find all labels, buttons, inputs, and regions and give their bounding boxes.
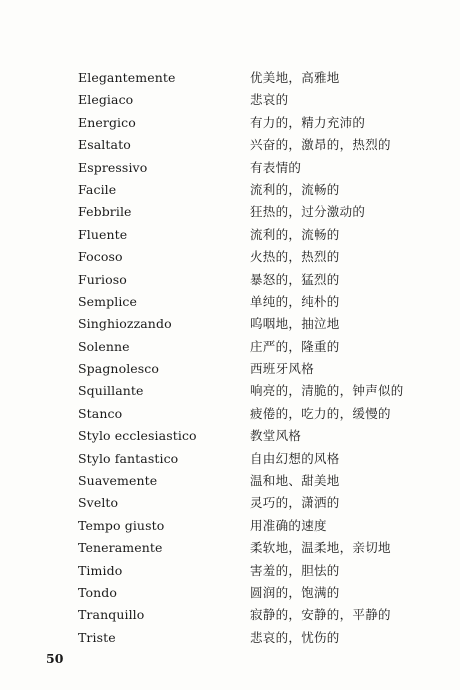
italian-term: Stylo ecclesiastico: [78, 428, 197, 444]
glossary-entry: [0, 627, 460, 649]
chinese-meaning: 疲倦的，吃力的，缓慢的: [250, 405, 391, 421]
glossary-entry: [0, 582, 460, 604]
italian-term: Svelto: [78, 495, 119, 511]
chinese-meaning: 悲哀的: [250, 92, 289, 108]
chinese-meaning: 暴怒的，猛烈的: [250, 271, 340, 287]
glossary-entry: [0, 380, 460, 402]
chinese-meaning: 流利的，流畅的: [250, 226, 340, 242]
glossary-list: [0, 67, 460, 649]
glossary-entry: [0, 492, 460, 514]
glossary-entry: [0, 201, 460, 223]
chinese-meaning: 柔软地，温柔地，亲切地: [250, 540, 391, 556]
chinese-meaning: 狂热的，过分激动的: [250, 204, 366, 220]
page-number: 50: [46, 651, 64, 666]
italian-term: Teneramente: [78, 540, 163, 556]
glossary-entry: [0, 515, 460, 537]
italian-term: Singhiozzando: [78, 316, 172, 332]
chinese-meaning: 火热的，热烈的: [250, 249, 340, 265]
italian-term: Squillante: [78, 383, 144, 399]
glossary-entry: [0, 604, 460, 626]
glossary-entry: [0, 425, 460, 447]
chinese-meaning: 温和地、甜美地: [250, 473, 340, 489]
italian-term: Timido: [78, 562, 123, 578]
italian-term: Stylo fantastico: [78, 450, 179, 466]
italian-term: Esaltato: [78, 137, 131, 153]
chinese-meaning: 西班牙风格: [250, 361, 315, 377]
glossary-entry: [0, 560, 460, 582]
glossary-entry: [0, 269, 460, 291]
italian-term: Furioso: [78, 271, 127, 287]
glossary-entry: [0, 67, 460, 89]
italian-term: Tempo giusto: [78, 517, 165, 533]
italian-term: Espressivo: [78, 159, 148, 175]
glossary-entry: [0, 336, 460, 358]
glossary-entry: [0, 313, 460, 335]
italian-term: Suavemente: [78, 473, 158, 489]
italian-term: Energico: [78, 114, 136, 130]
glossary-entry: [0, 470, 460, 492]
italian-term: Solenne: [78, 338, 130, 354]
chinese-meaning: 兴奋的，激昂的，热烈的: [250, 137, 391, 153]
chinese-meaning: 流利的，流畅的: [250, 181, 340, 197]
glossary-entry: [0, 291, 460, 313]
chinese-meaning: 灵巧的，潇洒的: [250, 495, 340, 511]
italian-term: Tondo: [78, 584, 117, 600]
glossary-entry: [0, 224, 460, 246]
italian-term: Spagnolesco: [78, 361, 160, 377]
italian-term: Triste: [78, 629, 116, 645]
glossary-entry: [0, 403, 460, 425]
chinese-meaning: 用准确的速度: [250, 517, 327, 533]
glossary-entry: [0, 448, 460, 470]
italian-term: Focoso: [78, 249, 123, 265]
chinese-meaning: 悲哀的，忧伤的: [250, 629, 340, 645]
chinese-meaning: 圆润的，饱满的: [250, 584, 340, 600]
chinese-meaning: 自由幻想的风格: [250, 450, 340, 466]
glossary-entry: [0, 537, 460, 559]
glossary-entry: [0, 89, 460, 111]
italian-term: Febbrile: [78, 204, 132, 220]
chinese-meaning: 教堂风格: [250, 428, 302, 444]
glossary-entry: [0, 134, 460, 156]
italian-term: Semplice: [78, 293, 138, 309]
chinese-meaning: 害羞的，胆怯的: [250, 562, 340, 578]
glossary-entry: [0, 157, 460, 179]
glossary-entry: [0, 179, 460, 201]
glossary-entry: [0, 358, 460, 380]
chinese-meaning: 庄严的，隆重的: [250, 338, 340, 354]
italian-term: Elegantemente: [78, 70, 176, 85]
chinese-meaning: 有表情的: [250, 159, 302, 175]
italian-term: Tranquillo: [78, 607, 145, 623]
italian-term: Fluente: [78, 226, 128, 242]
chinese-meaning: 寂静的，安静的，平静的: [250, 607, 391, 623]
chinese-meaning: 单纯的，纯朴的: [250, 293, 340, 309]
italian-term: Facile: [78, 181, 117, 197]
italian-term: Stanco: [78, 405, 123, 421]
italian-term: Elegiaco: [78, 92, 134, 108]
chinese-meaning: 有力的，精力充沛的: [250, 114, 366, 130]
glossary-entry: [0, 246, 460, 268]
chinese-meaning: 优美地，高雅地: [250, 70, 340, 85]
glossary-entry: [0, 112, 460, 134]
chinese-meaning: 呜咽地，抽泣地: [250, 316, 340, 332]
chinese-meaning: 响亮的，清脆的，钟声似的: [250, 383, 404, 399]
